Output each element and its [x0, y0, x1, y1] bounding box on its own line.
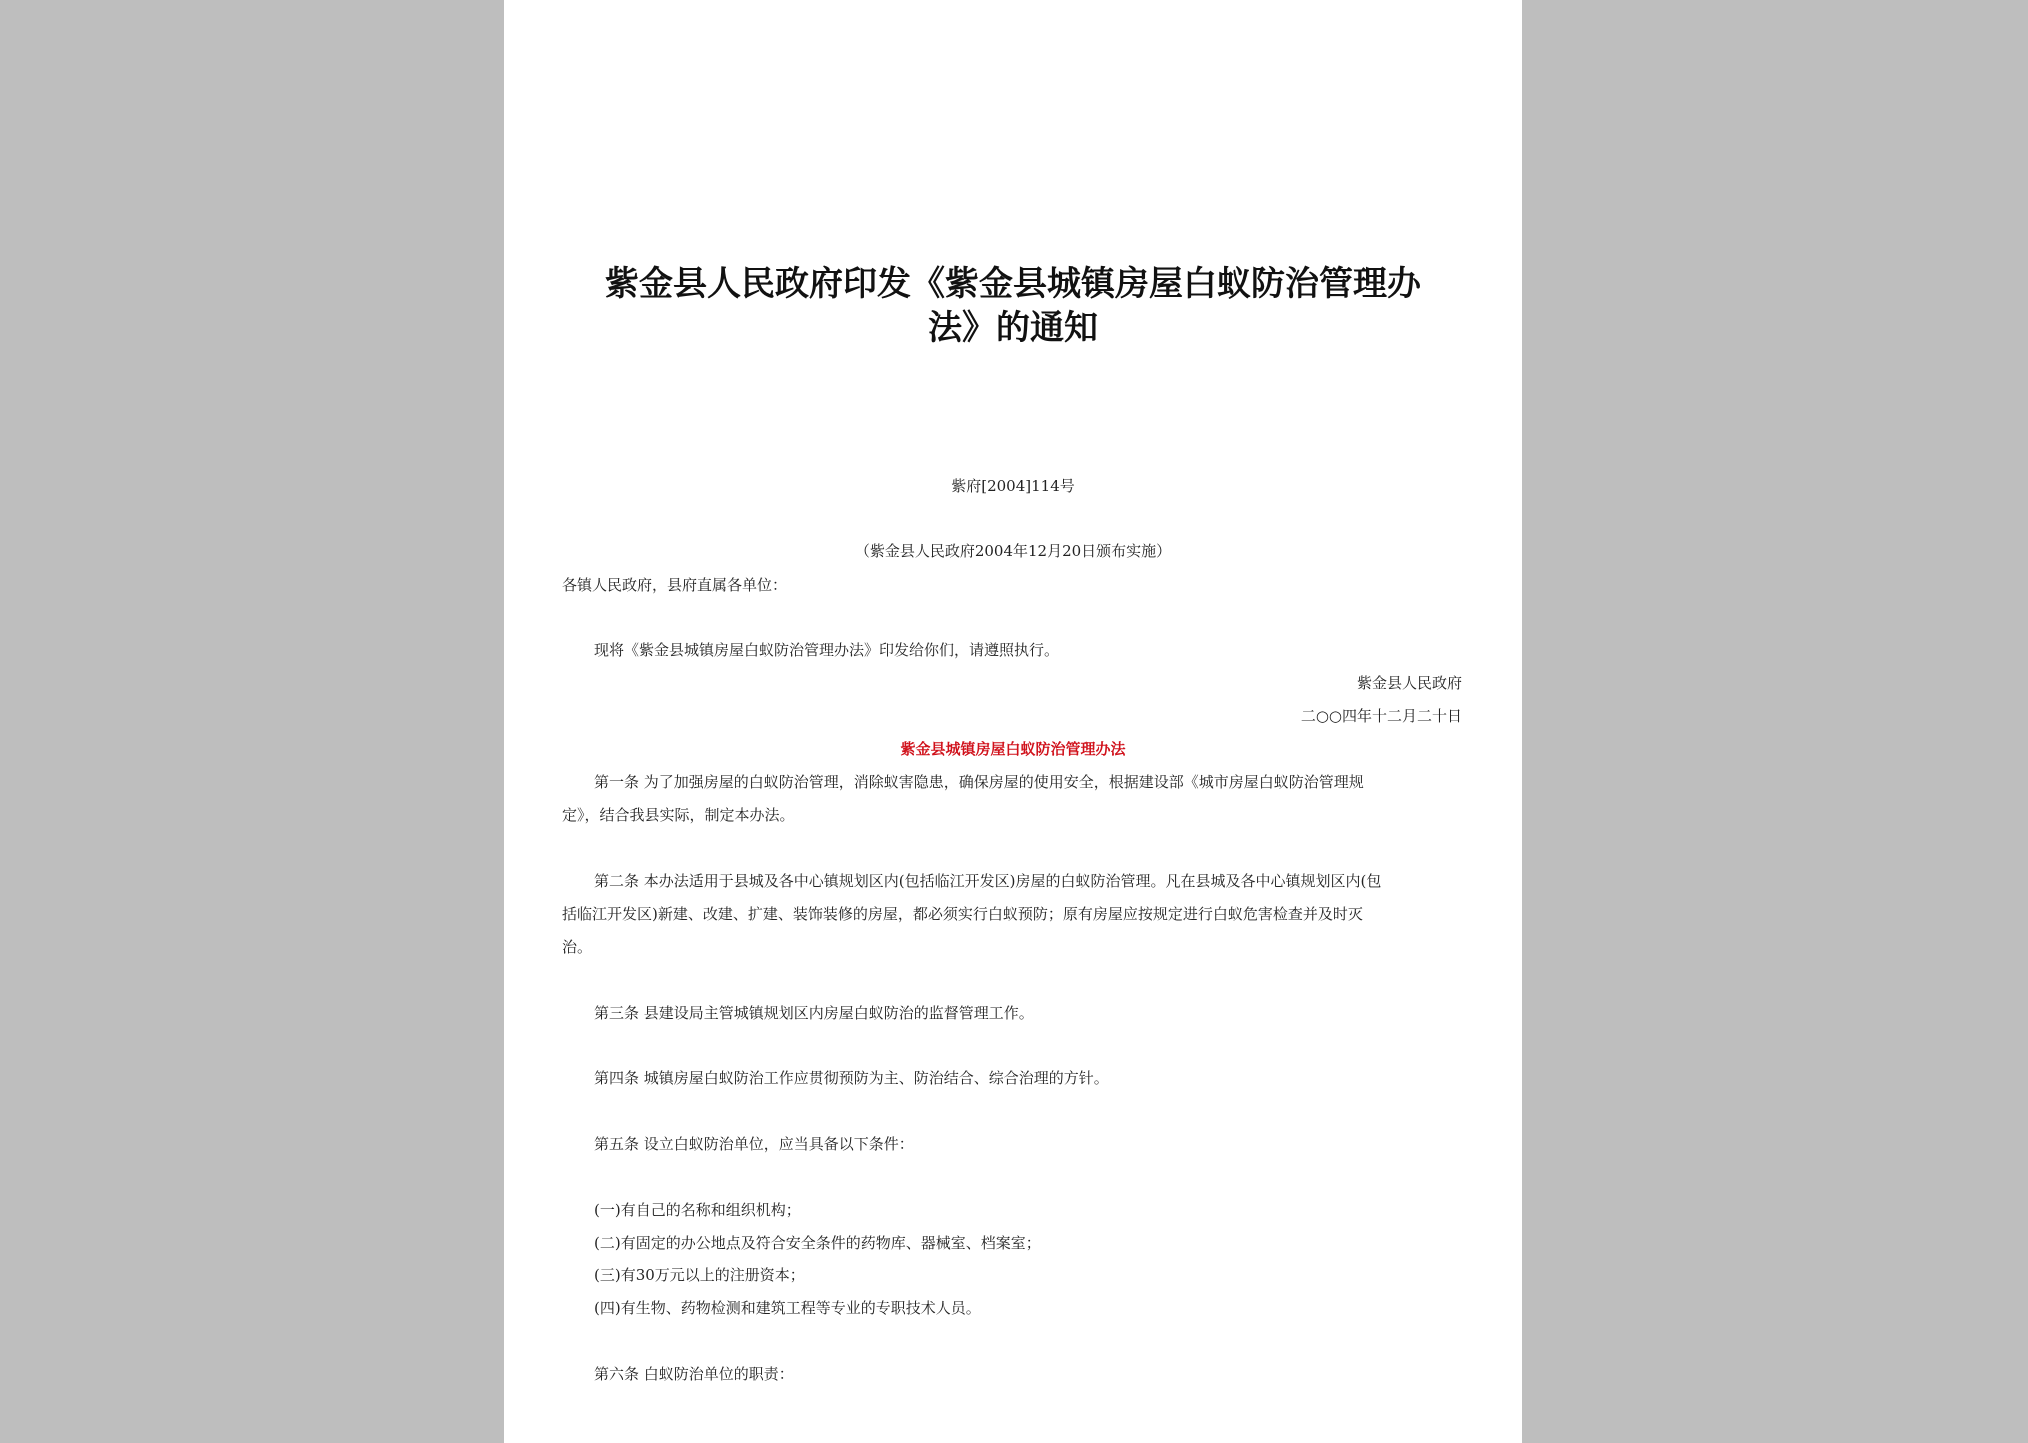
article-2-line-2: 括临江开发区)新建、改建、扩建、装饰装修的房屋，都必须实行白蚁预防；原有房屋应按规定进行白蚁危害检查并及时灭	[562, 905, 1363, 923]
article-4: 第四条 城镇房屋白蚁防治工作应贯彻预防为主、防治结合、综合治理的方针。	[594, 1069, 1109, 1087]
condition-4: (四)有生物、药物检测和建筑工程等专业的专职技术人员。	[594, 1299, 981, 1317]
condition-3: (三)有30万元以上的注册资本；	[594, 1266, 805, 1284]
document-title	[544, 262, 1482, 350]
document-page	[504, 0, 1522, 1443]
issue-note: （紫金县人民政府2004年12月20日颁布实施）	[854, 542, 1172, 560]
title-line-2: 法》的通知	[928, 308, 1098, 348]
document-number: 紫府[2004]114号	[951, 477, 1075, 495]
article-1-line-2: 定》，结合我县实际，制定本办法。	[562, 806, 795, 824]
condition-1: (一)有自己的名称和组织机构；	[594, 1201, 801, 1219]
measures-title: 紫金县城镇房屋白蚁防治管理办法	[900, 740, 1126, 758]
article-1-line-1: 第一条 为了加强房屋的白蚁防治管理，消除蚁害隐患，确保房屋的使用安全，根据建设部《城市房屋白蚁防治管理规	[594, 773, 1364, 791]
intro-paragraph: 现将《紫金县城镇房屋白蚁防治管理办法》印发给你们，请遵照执行。	[594, 641, 1060, 659]
article-6: 第六条 白蚁防治单位的职责：	[594, 1365, 794, 1383]
article-2-line-3: 治。	[562, 938, 593, 956]
article-2-line-1: 第二条 本办法适用于县城及各中心镇规划区内(包括临江开发区)房屋的白蚁防治管理。凡在县城及各中心镇规划区内(包	[594, 872, 1382, 890]
title-line-1: 紫金县人民政府印发《紫金县城镇房屋白蚁防治管理办	[605, 264, 1421, 304]
article-5: 第五条 设立白蚁防治单位，应当具备以下条件：	[594, 1135, 914, 1153]
article-3: 第三条 县建设局主管城镇规划区内房屋白蚁防治的监督管理工作。	[594, 1004, 1034, 1022]
signature-org: 紫金县人民政府	[1356, 674, 1462, 692]
signature-date: 二○○四年十二月二十日	[1300, 707, 1462, 725]
condition-2: (二)有固定的办公地点及符合安全条件的药物库、器械室、档案室；	[594, 1234, 1041, 1252]
addressee: 各镇人民政府，县府直属各单位：	[562, 576, 788, 594]
